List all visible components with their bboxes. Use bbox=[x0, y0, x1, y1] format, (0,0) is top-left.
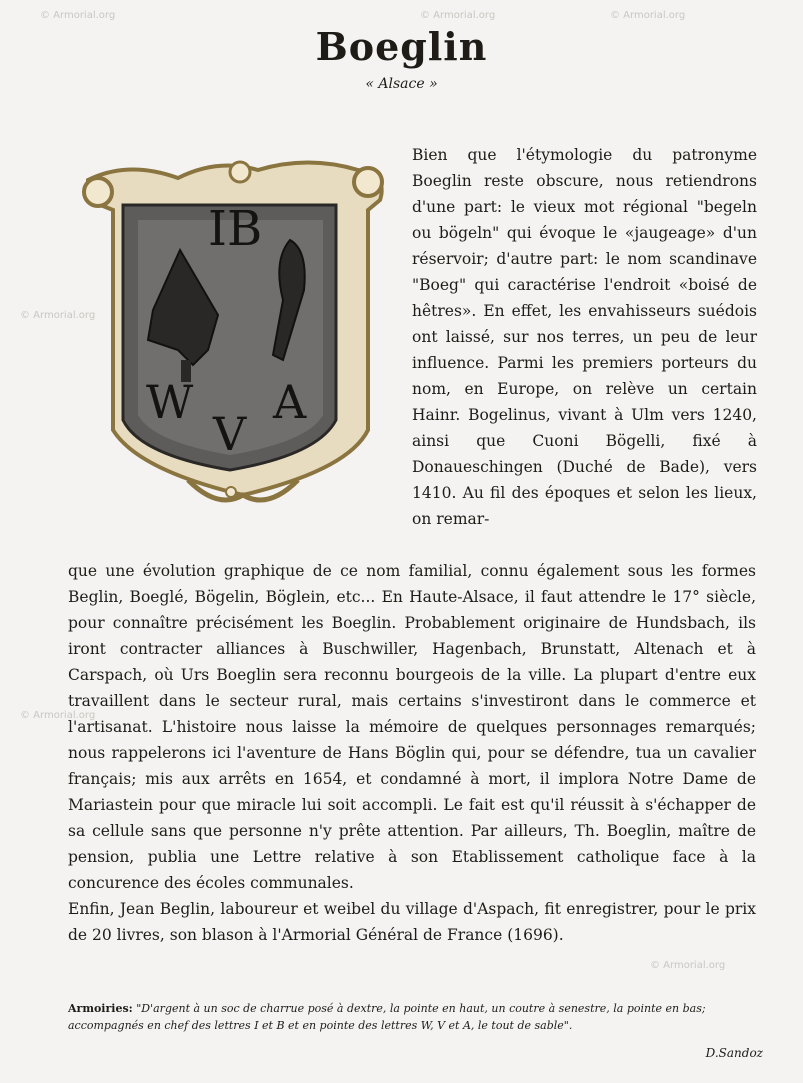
chief-letters: IB bbox=[208, 201, 263, 257]
region-subtitle: « Alsace » bbox=[365, 76, 438, 92]
history-text-full bbox=[68, 558, 756, 948]
base-letter-w: W bbox=[146, 375, 194, 429]
blazon-text: "D'argent à un soc de charrue posé à dextre, la pointe en haut, un coutre à senestre, la pointe en bas; accompagnés en chef des lettres I et B et en pointe des lettres W, V et A, le tout de sable". bbox=[68, 1002, 706, 1032]
history-paragraph-2: que une évolution graphique de ce nom familial, connu également sous les formes Beglin, Boeglé, Bögelin, Böglein, etc... En Haute-Alsace, il faut attendre le 17° siècle, pour connaître précisément les Boeglin. Probablement originaire de Hundsbach, ils iront contracter alliances à Buschwiller, Hagenbach, Brunstatt, Altenach et à Carspach, où Urs Boeglin sera reconnu bourgeois de la ville. La plupart d'entre eux travaillent dans le secteur rural, mais certains s'investiront dans le commerce et l'artisanat. L'histoire nous laisse la mémoire de quelques personnages remarqués; nous rappelerons ici l'aventure de Hans Böglin qui, pour se défendre, tua un cavalier français; mis aux arrêts en 1654, et condamné à mort, il implora Notre Dame de Mariastein pour que miracle lui soit accompli. Le fait est qu'il réussit à s'échapper de sa cellule sans que personne n'y prête attention. Par ailleurs, Th. Boeglin, maître de pension, publia une Lettre relative à son Etablissement catholique face à la concurence des écoles communales. bbox=[68, 562, 756, 892]
base-letter-v: V bbox=[213, 407, 247, 461]
author-signature: D.Sandoz bbox=[705, 1046, 763, 1060]
watermark-text: © Armorial.org bbox=[20, 710, 96, 721]
history-paragraph-3: Enfin, Jean Beglin, laboureur et weibel du village d'Aspach, fit enregistrer, pour le prix de 20 livres, son blason à l'Armorial Général de France (1696). bbox=[68, 900, 756, 944]
history-text-column bbox=[412, 142, 757, 532]
watermark-text: © Armorial.org bbox=[610, 10, 686, 21]
blazon-description bbox=[68, 1000, 768, 1034]
watermark-text: © Armorial.org bbox=[40, 10, 116, 21]
frame-scroll-right bbox=[354, 168, 382, 196]
history-paragraph-1: Bien que l'étymologie du patronyme Boeglin reste obscure, nous retiendrons d'une part: le vieux mot régional "begeln ou bögeln" qui évoque le «jaugeage» d'un réservoir; d'autre part: le nom scandinave "Boeg" qui caractérise l'endroit «boisé de hêtres». En effet, les envahisseurs suédois ont laissé, sur nos terres, un peu de leur influence. Parmi les premiers porteurs du nom, en Europe, on relève un certain Hainr. Bogelinus, vivant à Ulm vers 1240, ainsi que Cuoni Bögelli, fixé à Donaueschingen (Duché de Bade), vers 1410. Au fil des époques et selon les lieux, on remar- bbox=[412, 146, 757, 528]
frame-scroll-center bbox=[230, 162, 250, 182]
blazon-label: Armoiries: bbox=[68, 1002, 133, 1015]
frame-knob-bottom bbox=[226, 487, 236, 497]
coat-of-arms-image bbox=[68, 150, 398, 520]
watermark-text: © Armorial.org bbox=[650, 960, 726, 971]
watermark-text: © Armorial.org bbox=[420, 10, 496, 21]
page-title: Boeglin bbox=[315, 24, 488, 69]
base-letter-a: A bbox=[273, 375, 307, 429]
frame-scroll-left bbox=[84, 178, 112, 206]
watermark-text: © Armorial.org bbox=[20, 310, 96, 321]
